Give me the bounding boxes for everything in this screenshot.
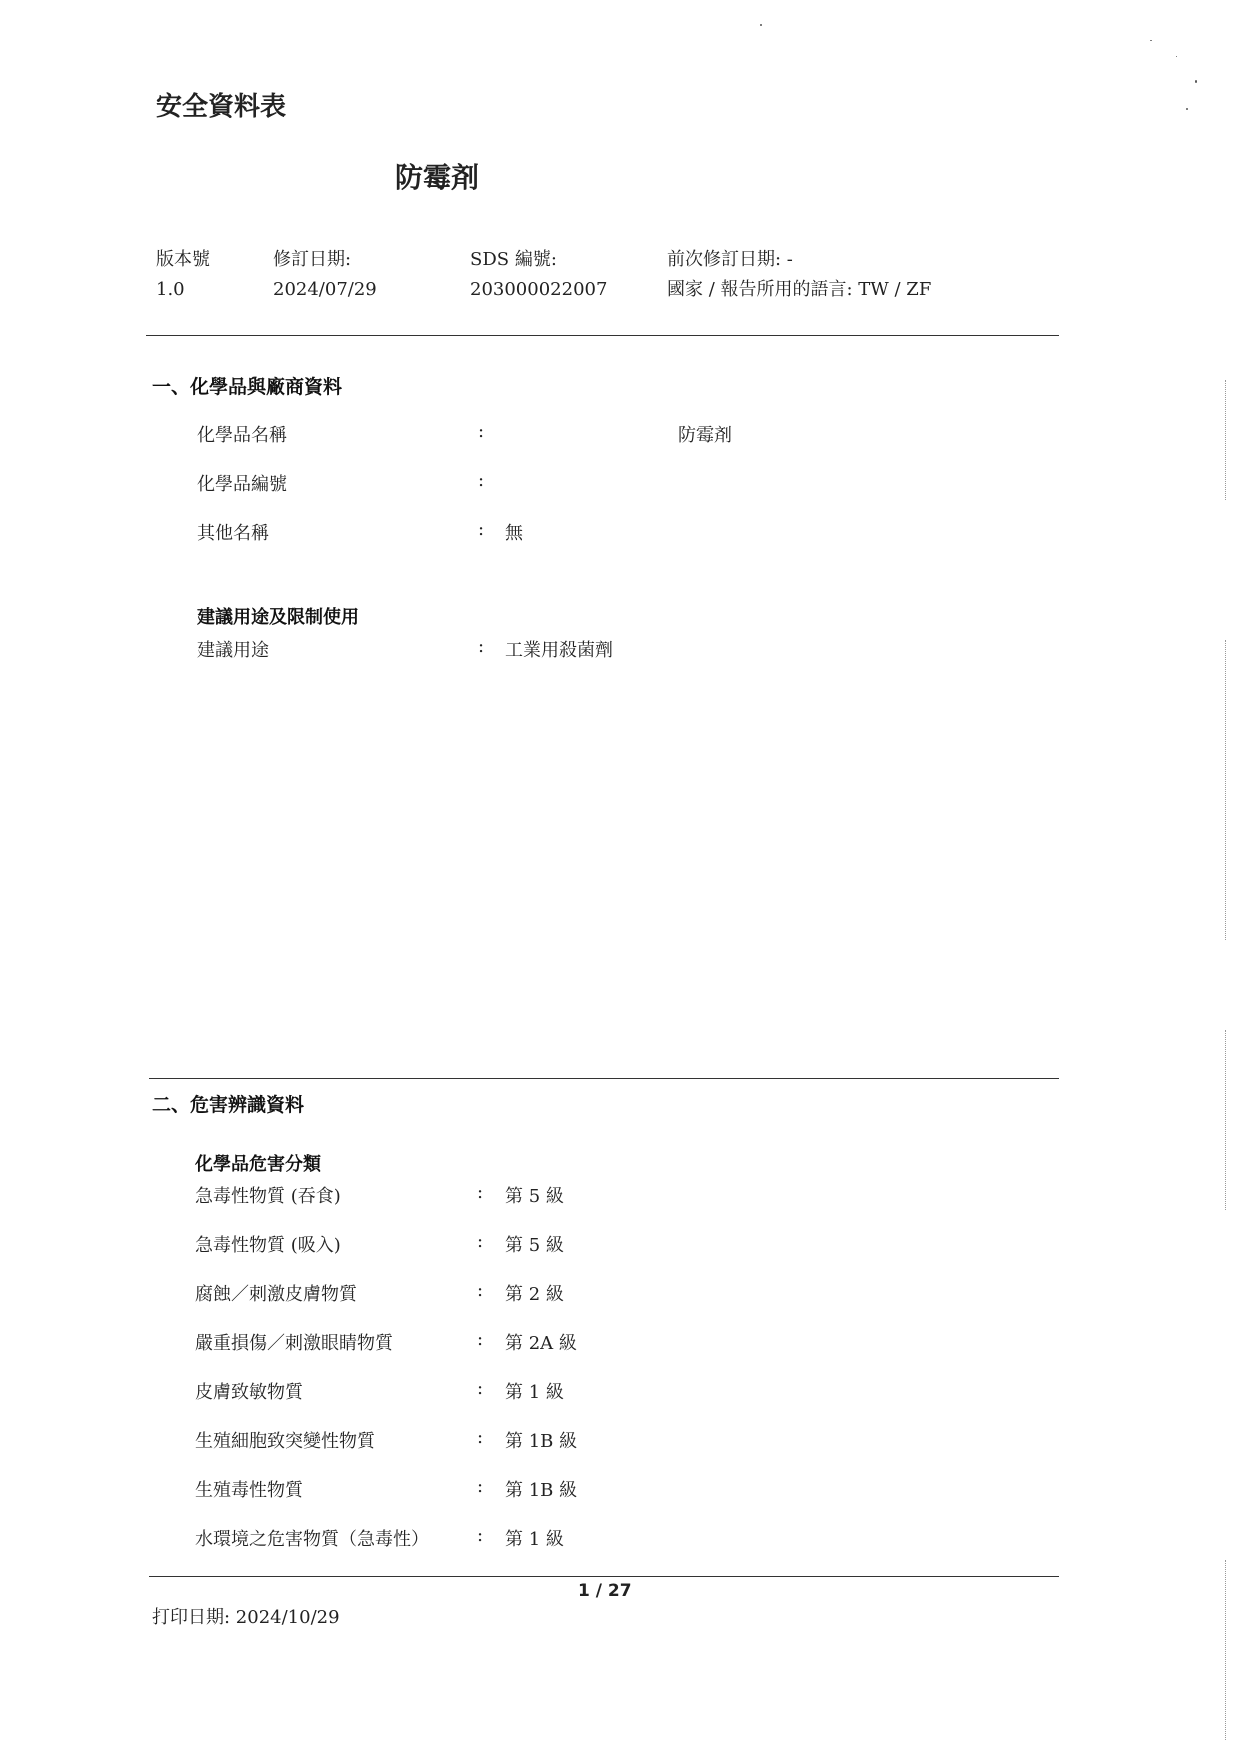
scan-speck <box>1150 40 1152 41</box>
scan-edge-dots <box>1225 1560 1227 1740</box>
hazard-row-label: 皮膚致敏物質 <box>195 1382 303 1403</box>
scan-speck <box>1176 56 1177 57</box>
hazard-row-label: 腐蝕／刺激皮膚物質 <box>195 1284 357 1305</box>
hazard-row-value: 第 1 級 <box>505 1382 564 1403</box>
section2-heading: 二、危害辨識資料 <box>152 1094 305 1116</box>
hazard-row-value: 第 1B 級 <box>505 1431 578 1452</box>
recommended-use-label: 建議用途 <box>197 640 269 661</box>
other-names-value: 無 <box>505 523 523 544</box>
hazard-row-colon: : <box>477 1427 484 1448</box>
scan-speck <box>760 24 762 26</box>
hazard-row-value: 第 2 級 <box>505 1284 564 1305</box>
hazard-row-value: 第 2A 級 <box>505 1333 577 1354</box>
hazard-row-colon: : <box>477 1476 484 1497</box>
hazard-row-label: 水環境之危害物質（急毒性） <box>195 1529 429 1550</box>
hazard-row-colon: : <box>477 1182 484 1203</box>
scan-edge-dots <box>1225 1030 1227 1210</box>
page-number: 1 / 27 <box>578 1581 632 1601</box>
product-name-label: 化學品名稱 <box>197 425 287 446</box>
version-value: 1.0 <box>156 279 185 300</box>
hazard-row-label: 生殖毒性物質 <box>195 1480 303 1501</box>
document-title: 安全資料表 <box>156 92 287 122</box>
recommended-use-colon: : <box>478 636 485 657</box>
section2-divider <box>149 1078 1059 1079</box>
print-date: 打印日期: 2024/10/29 <box>152 1607 340 1628</box>
hazard-row-colon: : <box>477 1280 484 1301</box>
product-name-heading: 防霉剤 <box>395 161 480 194</box>
scan-speck <box>1195 80 1197 83</box>
hazard-row-value: 第 5 級 <box>505 1186 564 1207</box>
product-name-colon: : <box>478 421 485 442</box>
section1-heading: 一、化學品與廠商資料 <box>152 376 343 398</box>
scan-speck <box>1186 108 1188 110</box>
scan-edge-dots <box>1225 380 1227 500</box>
hazard-row-label: 急毒性物質 (吸入) <box>195 1235 341 1256</box>
recommended-use-subheading: 建議用途及限制使用 <box>197 607 359 628</box>
other-names-label: 其他名稱 <box>197 523 269 544</box>
product-name-value: 防霉剤 <box>678 425 732 446</box>
hazard-row-value: 第 1 級 <box>505 1529 564 1550</box>
recommended-use-value: 工業用殺菌劑 <box>505 640 613 661</box>
revision-value: 2024/07/29 <box>273 279 377 300</box>
hazard-row-colon: : <box>477 1378 484 1399</box>
hazard-row-label: 嚴重損傷／刺激眼睛物質 <box>195 1333 393 1354</box>
country-language: 國家 / 報告所用的語言: TW / ZF <box>667 279 932 300</box>
hazard-row-colon: : <box>477 1231 484 1252</box>
hazard-class-subheading: 化學品危害分類 <box>195 1154 321 1175</box>
hazard-row-colon: : <box>477 1525 484 1546</box>
product-code-label: 化學品編號 <box>197 474 287 495</box>
hazard-row-colon: : <box>477 1329 484 1350</box>
hazard-row-value: 第 1B 級 <box>505 1480 578 1501</box>
revision-label: 修訂日期: <box>273 249 352 270</box>
sds-number-value: 203000022007 <box>470 279 608 300</box>
header-divider <box>146 335 1059 336</box>
version-label: 版本號 <box>156 249 210 270</box>
other-names-colon: : <box>478 519 485 540</box>
scan-edge-dots <box>1225 640 1227 940</box>
footer-divider <box>149 1576 1059 1577</box>
hazard-row-label: 急毒性物質 (吞食) <box>195 1186 341 1207</box>
hazard-row-label: 生殖細胞致突變性物質 <box>195 1431 375 1452</box>
product-code-colon: : <box>478 470 485 491</box>
hazard-row-value: 第 5 級 <box>505 1235 564 1256</box>
previous-revision: 前次修訂日期: - <box>667 249 793 270</box>
sds-number-label: SDS 編號: <box>470 249 557 270</box>
